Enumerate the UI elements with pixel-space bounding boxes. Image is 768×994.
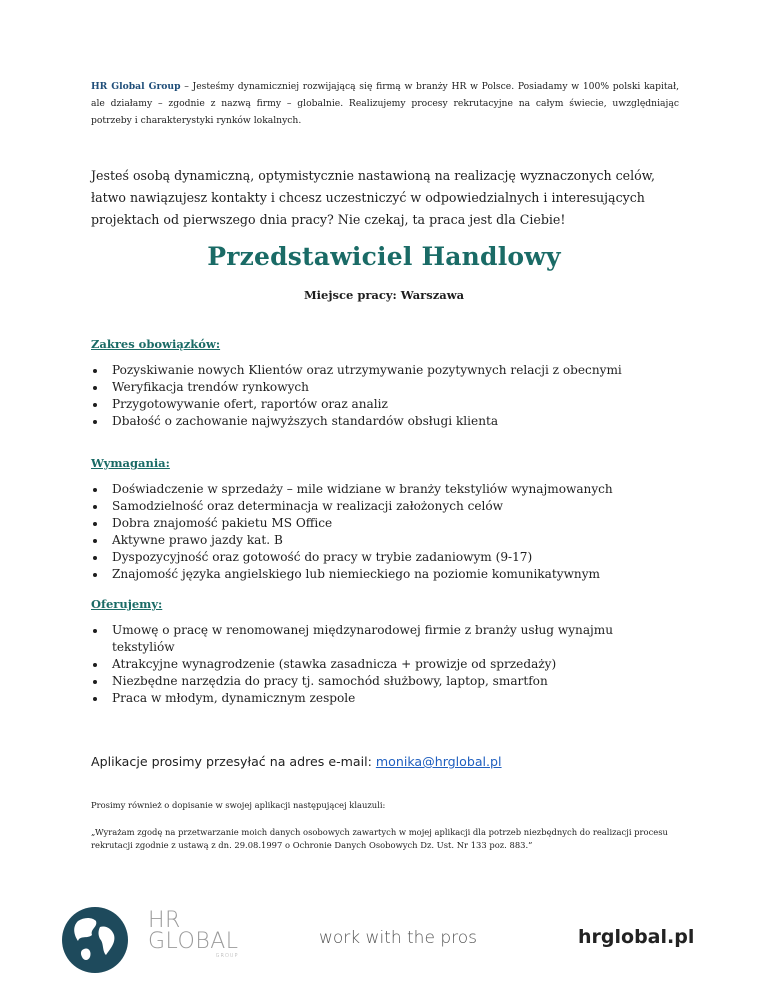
- list-item: Samodzielność oraz determinacja w realizacji założonych celów: [91, 498, 651, 515]
- email-link[interactable]: monika@hrglobal.pl: [375, 754, 502, 769]
- list-item: Weryfikacja trendów rynkowych: [91, 379, 651, 396]
- footer-slogan: work with the pros: [319, 928, 477, 948]
- requirements-heading: Wymagania:: [91, 456, 170, 470]
- requirements-list: [91, 481, 651, 583]
- list-item: Atrakcyjne wynagrodzenie (stawka zasadnicza + prowizje od sprzedaży): [91, 656, 646, 673]
- list-item: Dobra znajomość pakietu MS Office: [91, 515, 651, 532]
- list-item: Praca w młodym, dynamicznym zespole: [91, 690, 646, 707]
- list-item: Dyspozycyjność oraz gotowość do pracy w trybie zadaniowym (9-17): [91, 549, 651, 566]
- logo-wordmark: [148, 910, 239, 960]
- apply-text: Aplikacje prosimy przesyłać na adres e-mail:: [91, 754, 376, 769]
- logo-line-global: GLOBAL: [148, 929, 239, 954]
- list-item: Doświadczenie w sprzedaży – mile widziane w branży tekstyliów wynajmowanych: [91, 481, 651, 498]
- list-item: Niezbędne narzędzia do pracy tj. samochód służbowy, laptop, smartfon: [91, 673, 646, 690]
- apply-line: [91, 754, 691, 769]
- lead-paragraph: Jesteś osobą dynamiczną, optymistycznie nastawioną na realizację wyznaczonych celów, łatwo nawiązujesz kontakty i chcesz uczestniczyć w odpowiedzialnych i interesujących projektach od pierwszego dnia pracy? Nie czekaj, ta praca jest dla Ciebie!: [91, 168, 656, 227]
- list-item: Dbałość o zachowanie najwyższych standardów obsługi klienta: [91, 413, 651, 430]
- clause-request: Prosimy również o dopisanie w swojej aplikacji następującej klauzuli:: [91, 800, 386, 810]
- list-item: Pozyskiwanie nowych Klientów oraz utrzymywanie pozytywnych relacji z obecnymi: [91, 362, 651, 379]
- company-name: HR Global Group: [91, 81, 181, 92]
- list-item: Umowę o pracę w renomowanej międzynarodowej firmie z branży usług wynajmu tekstyliów: [91, 622, 646, 656]
- duties-list: [91, 362, 651, 430]
- logo-line-hr: HR: [148, 908, 181, 933]
- list-item: Znajomość języka angielskiego lub niemieckiego na poziomie komunikatywnym: [91, 566, 651, 583]
- offer-heading: Oferujemy:: [91, 597, 163, 611]
- job-location: Miejsce pracy: Warszawa: [303, 288, 465, 302]
- duties-heading: Zakres obowiązków:: [91, 337, 221, 351]
- consent-clause: „Wyrażam zgodę na przetwarzanie moich danych osobowych zawartych w mojej aplikacji dla potrzeb niezbędnych do realizacji procesu rekrutacji zgodnie z ustawą z dn. 29.08.1997 o Ochronie Danych Osobowych Dz. Ust. Nr 133 poz. 883.”: [91, 827, 668, 850]
- list-item: Przygotowywanie ofert, raportów oraz analiz: [91, 396, 651, 413]
- logo-line-group: GROUP: [215, 953, 239, 959]
- offer-list: [91, 622, 646, 707]
- footer-domain: hrglobal.pl: [578, 926, 695, 948]
- company-intro-text: – Jesteśmy dynamiczniej rozwijającą się firmą w branży HR w Polsce. Posiadamy w 100% polski kapitał, ale działamy – zgodnie z nazwą firmy – globalnie. Realizujemy procesy rekrutacyjne na całym świecie, uwzględniając potrzeby i charakterystyki rynków lokalnych.: [91, 81, 679, 126]
- job-title: Przedstawiciel Handlowy: [207, 242, 561, 271]
- list-item: Aktywne prawo jazdy kat. B: [91, 532, 651, 549]
- globe-logo-icon: [60, 905, 130, 975]
- company-intro: [91, 78, 679, 129]
